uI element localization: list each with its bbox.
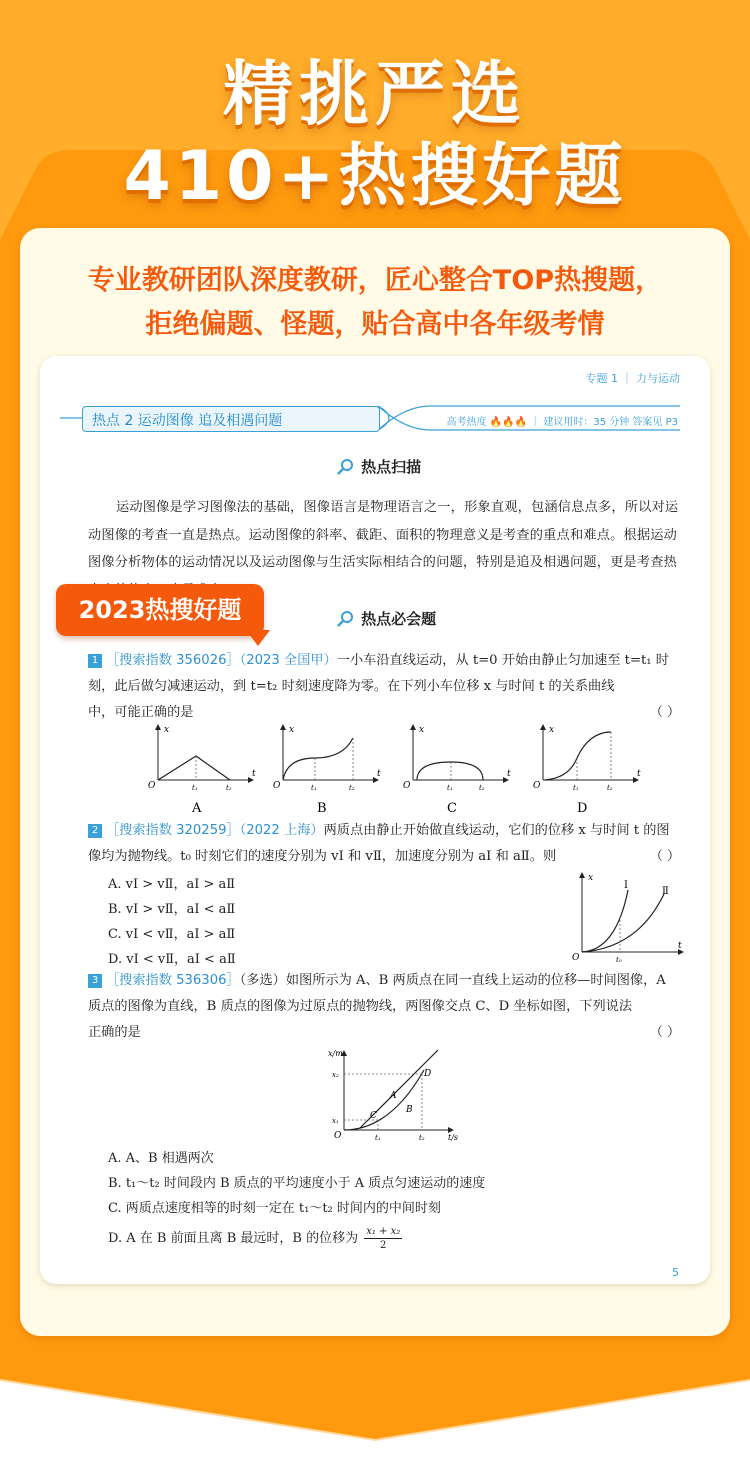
question-text: 两质点由静止开始做直线运动，它们的位移 x 与时间 t 的图 — [323, 823, 670, 838]
axis-t-label: t — [252, 769, 256, 779]
question-source: （2022 上海） — [239, 823, 324, 838]
t2-label: t₂ — [349, 784, 355, 792]
t1-label: t₁ — [447, 784, 453, 792]
subtitle-line1: 专业教研团队深度教研，匠心整合TOP热搜题， — [87, 265, 663, 296]
question-text: 正确的是 — [88, 1025, 141, 1040]
q1-graph-c — [403, 724, 511, 816]
answer-paren: （ ） — [649, 705, 680, 720]
axis-x-label: x — [289, 725, 295, 735]
magnifier-icon — [336, 457, 356, 475]
point-c-label: C — [370, 1111, 377, 1121]
option-d-text: D. A 在 B 前面且离 B 最远时，B 的位移为 — [108, 1231, 359, 1246]
subtitle-line2: 拒绝偏题、怪题，贴合高中各年级考情 — [145, 309, 605, 340]
headline-line2: 410+热搜好题 — [123, 137, 627, 216]
book-page — [40, 356, 710, 1284]
running-head: 专题 1 ｜ 力与运动 — [585, 372, 680, 385]
axis-x-label: x — [588, 873, 594, 883]
option-label: D — [577, 801, 588, 816]
t2-label: t₂ — [479, 784, 485, 792]
t2-label: t₂ — [419, 1134, 425, 1142]
fraction — [364, 1225, 402, 1252]
q2-graph — [568, 868, 688, 964]
magnifier-icon — [336, 609, 356, 627]
question-text: 中，可能正确的是 — [88, 705, 194, 720]
search-index-tag: ［搜索指数 320259］ — [106, 823, 240, 838]
question-text: （多选）如图所示为 A、B 两质点在同一直线上运动的位移—时间图像，A — [239, 973, 666, 988]
question-3 — [88, 968, 688, 1046]
hot-question-badge: 2023热搜好题 — [56, 584, 264, 636]
point-d-label: D — [424, 1069, 432, 1079]
option-b: B. vⅠ > vⅡ，aⅠ < aⅡ — [108, 902, 236, 917]
fraction-numerator: x₁ + x₂ — [366, 1226, 401, 1237]
must-section-title — [336, 608, 436, 629]
search-index-tag: ［搜索指数 356026］ — [106, 653, 240, 668]
option-c: C. 两质点速度相等的时刻一定在 t₁～t₂ 时间内的中间时刻 — [108, 1201, 441, 1216]
axis-t-label: t — [637, 769, 641, 779]
question-text: 一小车沿直线运动，从 t=0 开始由静止匀加速至 t=t₁ 时 — [336, 653, 669, 668]
origin-label: O — [148, 781, 156, 791]
must-title: 热点必会题 — [361, 610, 437, 628]
badge-pointer — [246, 630, 270, 646]
search-index-tag: ［搜索指数 536306］ — [106, 973, 240, 988]
hotspot-title: 热点 2 运动图像 追及相遇问题 — [92, 413, 283, 429]
option-a: A. A、B 相遇两次 — [108, 1151, 214, 1166]
x2-label: x₂ — [332, 1071, 339, 1079]
question-2 — [88, 818, 688, 870]
q1-option-graphs — [88, 722, 698, 822]
line-a-label: A — [390, 1091, 397, 1101]
t2-label: t₂ — [226, 784, 232, 792]
question-number: 3 — [88, 974, 102, 988]
t0-label: t₀ — [616, 956, 622, 964]
curve-i-label: Ⅰ — [624, 880, 628, 891]
answer-paren: （ ） — [649, 1025, 680, 1040]
option-a: A. vⅠ > vⅡ，aⅠ > aⅡ — [108, 877, 236, 892]
scan-section-title — [336, 456, 421, 477]
axis-x-label: t/s — [448, 1133, 459, 1142]
question-1 — [88, 648, 688, 726]
q1-graph-b — [273, 724, 381, 816]
axis-y-label: x/m — [328, 1049, 343, 1058]
t1-label: t₁ — [311, 784, 317, 792]
q1-graph-a — [148, 724, 256, 816]
page-number: 5 — [672, 1266, 679, 1279]
x1-label: x₁ — [332, 1117, 339, 1125]
origin-label: O — [334, 1131, 342, 1141]
t1-label: t₁ — [375, 1134, 381, 1142]
option-label: B — [317, 801, 327, 816]
option-c: C. vⅠ < vⅡ，aⅠ > aⅡ — [108, 927, 236, 942]
t2-label: t₂ — [607, 784, 613, 792]
question-number: 2 — [88, 824, 102, 838]
question-text: 刻，此后做匀减速运动，到 t=t₂ 时刻速度降为零。在下列小车位移 x 与时间 t 的关系曲线 — [88, 679, 615, 694]
axis-x-label: x — [549, 725, 555, 735]
question-number: 1 — [88, 654, 102, 668]
scan-title: 热点扫描 — [361, 458, 422, 476]
option-d: D. vⅠ < vⅡ，aⅠ < aⅡ — [108, 952, 236, 967]
question-text: 像均为抛物线。t₀ 时刻它们的速度分别为 vⅠ 和 vⅡ，加速度分别为 aⅠ 和 aⅡ。则 — [88, 849, 557, 864]
curve-ii-label: Ⅱ — [662, 886, 669, 897]
q3-options — [108, 1146, 485, 1252]
option-d — [108, 1225, 485, 1252]
option-b: B. t₁～t₂ 时间段内 B 质点的平均速度小于 A 质点匀速运动的速度 — [108, 1176, 486, 1191]
headline-line1: 精挑严选 — [223, 53, 527, 135]
t1-label: t₁ — [192, 784, 198, 792]
option-label: A — [192, 801, 202, 816]
axis-t-label: t — [377, 769, 381, 779]
question-text: 质点的图像为直线，B 质点的图像为过原点的抛物线，两图像交点 C、D 坐标如图，下列说法 — [88, 999, 633, 1014]
t1-label: t₁ — [573, 784, 579, 792]
origin-label: O — [533, 781, 541, 791]
axis-t-label: t — [507, 769, 511, 779]
fraction-denominator: 2 — [380, 1240, 387, 1251]
q2-options — [108, 872, 236, 972]
question-source: （2023 全国甲） — [239, 653, 337, 668]
option-label: C — [447, 801, 457, 816]
axis-x-label: x — [164, 725, 170, 735]
intro-paragraph: 运动图像是学习图像法的基础，图像语言是物理语言之一，形象直观，包涵信息点多，所以对运动图像的考查一直是热点。运动图像的斜率、截距、面积的物理意义是考查的重点和难点。根据运动图像分析物体的运动情况以及运动图像与生活实际相结合的问题，特别是追及相遇问题，更是考查热 — [88, 500, 679, 570]
q1-graph-d — [533, 724, 641, 816]
answer-paren: （ ） — [649, 849, 680, 864]
origin-label: O — [273, 781, 281, 791]
q3-graph — [320, 1044, 460, 1144]
origin-label: O — [572, 953, 580, 963]
axis-t-label: t — [678, 941, 682, 951]
axis-x-label: x — [419, 725, 425, 735]
hotspot-meta: 高考热度 🔥🔥🔥 ｜ 建议用时：35 分钟 答案见 P3 — [446, 417, 678, 428]
curve-b-label: B — [406, 1105, 413, 1115]
origin-label: O — [403, 781, 411, 791]
